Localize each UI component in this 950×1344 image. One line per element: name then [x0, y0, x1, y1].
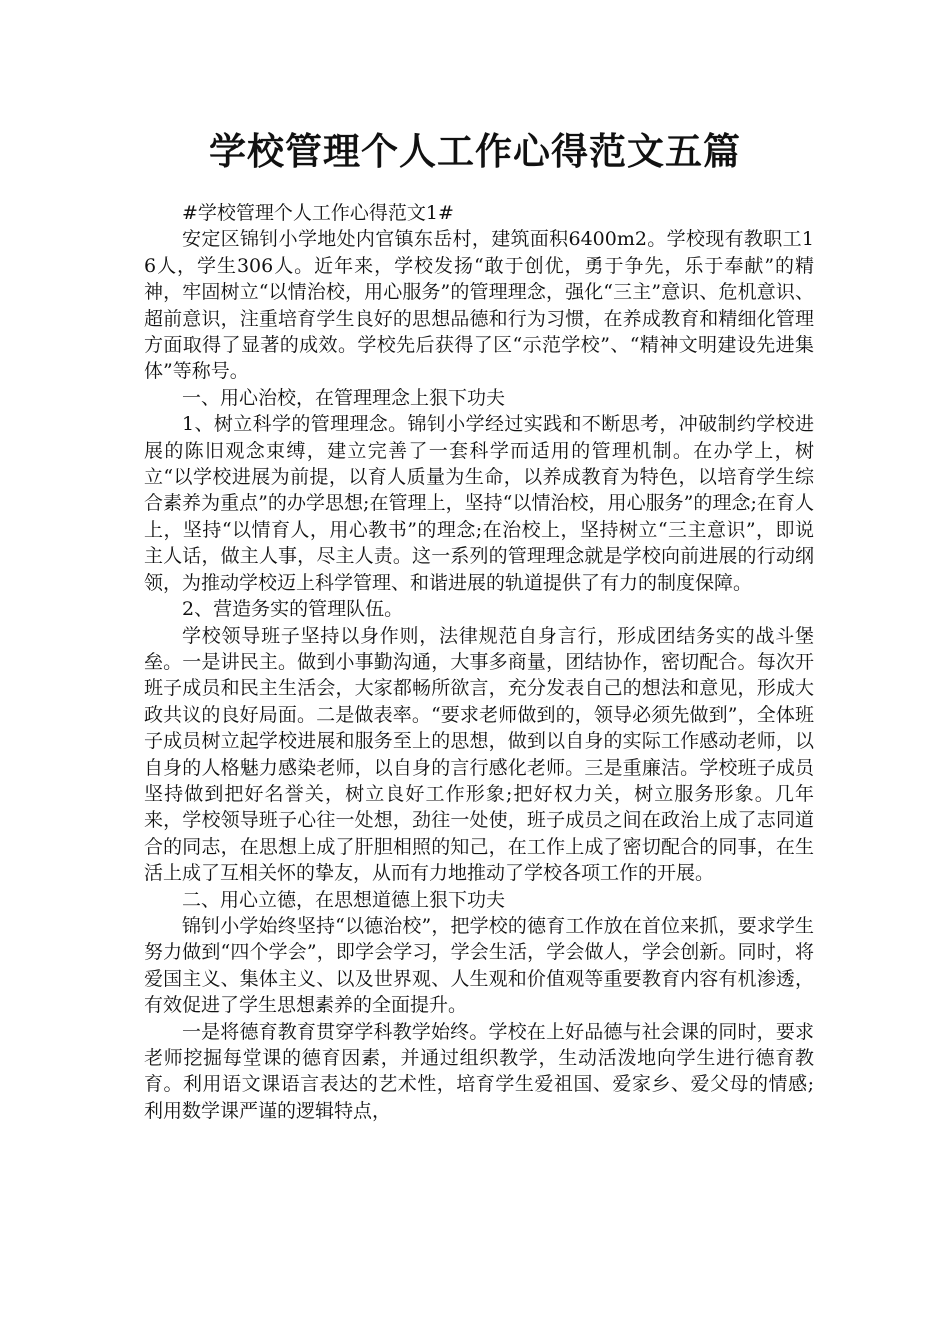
paragraph-moral-education: 锦钊小学始终坚持“以德治校”，把学校的德育工作放在首位来抓，要求学生努力做到“四个学会”，即学会学习，学会生活，学会做人，学会创新。同时，将爱国主义、集体主义、以及世界观、人生观和价值观等重要教育内容有机渗透，有效促进了学生思想素养的全面提升。 [144, 914, 814, 1017]
subheading-part-2: 二、用心立德，在思想道德上狠下功夫 [182, 888, 506, 911]
paragraph-leadership: 学校领导班子坚持以身作则，法律规范自身言行，形成团结务实的战斗堡垒。一是讲民主。做到小事勤沟通，大事多商量，团结协作，密切配合。每次开班子成员和民主生活会，大家都畅所欲言，充分发表自己的想法和意见，形成大政共议的良好局面。二是做表率。“要求老师做到的，领导必须先做到”，全体班子成员树立起学校进展和服务至上的思想，做到以自身的实际工作感动老师，以自身的人格魅力感染老师，以自身的言行感化老师。三是重廉洁。学校班子成员坚持做到把好名誉关，树立良好工作形象;把好权力关，树立服务形象。几年来，学校领导班子心往一处想，劲往一处使，班子成员之间在政治上成了志同道合的同志，在思想上成了肝胆相照的知己，在工作上成了密切配合的同事，在生活上成了互相关怀的挚友，从而有力地推动了学校各项工作的开展。 [144, 624, 814, 885]
paragraph-subject-teaching: 一是将德育教育贯穿学科教学始终。学校在上好品德与社会课的同时，要求老师挖掘每堂课的德育因素，并通过组织教学，生动活泼地向学生进行德育教育。利用语文课语言表达的艺术性，培育学生爱祖国、爱家乡、爱父母的情感;利用数学课严谨的逻辑特点， [144, 1020, 814, 1122]
subheading-part-1: 一、用心治校，在管理理念上狠下功夫 [182, 386, 506, 409]
section-heading-1: #学校管理个人工作心得范文1# [182, 202, 454, 224]
document-body [144, 200, 814, 1124]
subheading-management-team: 2、营造务实的管理队伍。 [182, 598, 404, 621]
paragraph-intro: 安定区锦钊小学地处内官镇东岳村，建筑面积6400m2。学校现有教职工16人，学生306人。近年来，学校发扬“敢于创优，勇于争先，乐于奉献”的精神，牢固树立“以情治校，用心服务”的管理理念，强化“三主”意识、危机意识、超前意识，注重培育学生良好的思想品德和行为习惯，在养成教育和精细化管理方面取得了显著的成效。学校先后获得了区“示范学校”、“精神文明建设先进集体”等称号。 [144, 228, 814, 383]
paragraph-management-concept: 1、树立科学的管理理念。锦钊小学经过实践和不断思考，冲破制约学校进展的陈旧观念束缚，建立完善了一套科学而适用的管理机制。在办学上，树立“以学校进展为前提，以育人质量为生命，以养成教育为特色，以培育学生综合素养为重点”的办学思想;在管理上，坚持“以情治校，用心服务”的理念;在育人上，坚持“以情育人，用心教书”的理念;在治校上，坚持树立“三主意识”，即说主人话，做主人事，尽主人责。这一系列的管理理念就是学校向前进展的行动纲领，为推动学校迈上科学管理、和谐进展的轨道提供了有力的制度保障。 [144, 413, 814, 594]
document-title: 学校管理个人工作心得范文五篇 [209, 130, 741, 173]
